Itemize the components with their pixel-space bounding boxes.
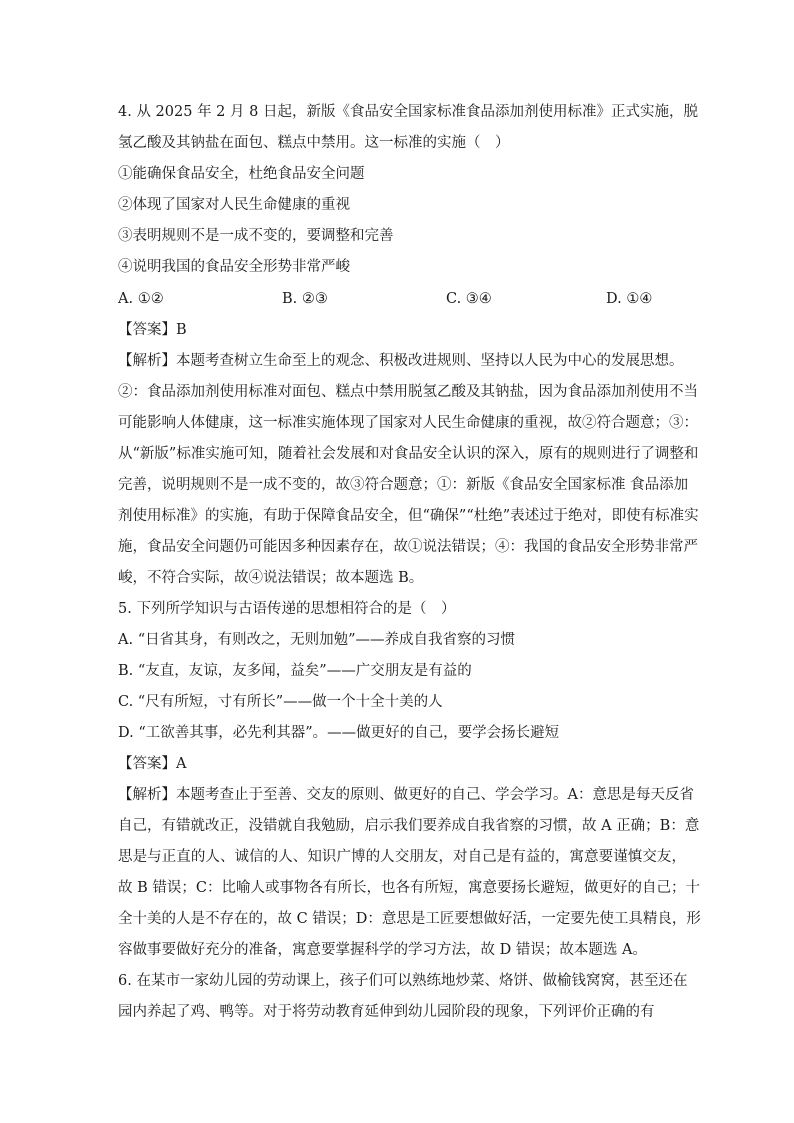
q5-analysis-line-4: 故 B 错误；C：比喻人或事物各有所长，也各有所短，寓意要扬长避短，做更好的自己；十 [118,880,700,896]
q5-option-b: B. “友直，友谅，友多闻，益矣”——广交朋友是有益的 [118,663,472,679]
q4-statement-3: ③表明规则不是一成不变的，要调整和完善 [118,228,394,244]
q6-stem-line-1: 6. 在某市一家幼儿园的劳动课上，孩子们可以熟练地炒菜、烙饼、做榆钱窝窝，甚至还在 [118,973,688,989]
q5-analysis-line-1: 【解析】本题考查止于至善、交友的原则、做更好的自己、学会学习。A：意思是每天反省 [118,787,694,803]
q4-stem-line-2: 氢乙酸及其钠盐在面包、糕点中禁用。这一标准的实施（ ） [118,135,510,151]
q4-statement-1: ①能确保食品安全，杜绝食品安全问题 [118,166,365,182]
q5-option-a: A. “日省其身，有则改之，无则加勉”——养成自我省察的习惯 [118,632,516,648]
q4-statement-2: ②体现了国家对人民生命健康的重视 [118,197,350,213]
q5-option-d: D. “工欲善其事，必先利其器”。——做更好的自己，要学会扬长避短 [118,725,560,741]
q5-answer: 【答案】A [118,756,187,772]
q4-analysis-line-2: ②：食品添加剂使用标准对面包、糕点中禁用脱氢乙酸及其钠盐，因为食品添加剂使用不当 [118,384,698,400]
q4-option-d: D. ①④ [606,291,653,307]
q6-stem-line-2: 园内养起了鸡、鸭等。对于将劳动教育延伸到幼儿园阶段的现象，下列评价正确的有 [118,1004,655,1020]
q4-stem-line-1: 4. 从 2025 年 2 月 8 日起，新版《食品安全国家标准食品添加剂使用标准》正式实施，脱 [118,104,698,120]
q4-analysis-line-3: 可能影响人体健康，这一标准实施体现了国家对人民生命健康的重视，故②符合题意；③： [118,415,698,431]
q4-option-c: C. ③④ [446,291,492,307]
q4-analysis-line-1: 【解析】本题考查树立生命至上的观念、积极改进规则、坚持以人民为中心的发展思想。 [118,353,684,369]
q5-analysis-line-5: 全十美的人是不存在的，故 C 错误；D：意思是工匠要想做好活，一定要先使工具精良，形 [118,911,701,927]
q5-analysis-line-6: 容做事要做好充分的准备，寓意要掌握科学的学习方法，故 D 错误；故本题选 A。 [118,942,647,958]
q4-analysis-line-5: 完善，说明规则不是一成不变的，故③符合题意；①：新版《食品安全国家标准 食品添加 [118,477,689,493]
q4-analysis-line-6: 剂使用标准》的实施，有助于保障食品安全，但“确保”“杜绝”表述过于绝对，即使有标准实 [118,508,699,524]
q4-analysis-line-7: 施，食品安全问题仍可能因多种因素存在，故①说法错误；④：我国的食品安全形势非常严 [118,539,698,555]
q4-analysis-line-8: 峻，不符合实际，故④说法错误；故本题选 B。 [118,570,424,586]
q4-answer: 【答案】B [118,322,187,338]
q4-option-a: A. ①② [118,291,164,307]
q4-statement-4: ④说明我国的食品安全形势非常严峻 [118,259,350,275]
q4-option-b: B. ②③ [282,291,328,307]
q5-analysis-line-2: 自己，有错就改正，没错就自我勉励，启示我们要养成自我省察的习惯，故 A 正确；B：意 [118,818,700,834]
q5-analysis-line-3: 思是与正直的人、诚信的人、知识广博的人交朋友，对自己是有益的，寓意要谨慎交友， [118,849,686,865]
q5-stem: 5. 下列所学知识与古语传递的思想相符合的是（ ） [118,601,456,617]
q5-option-c: C. “尺有所短，寸有所长”——做一个十全十美的人 [118,694,443,710]
q4-analysis-line-4: 从“新版”标准实施可知，随着社会发展和对食品安全认识的深入，原有的规则进行了调整和 [118,446,699,462]
